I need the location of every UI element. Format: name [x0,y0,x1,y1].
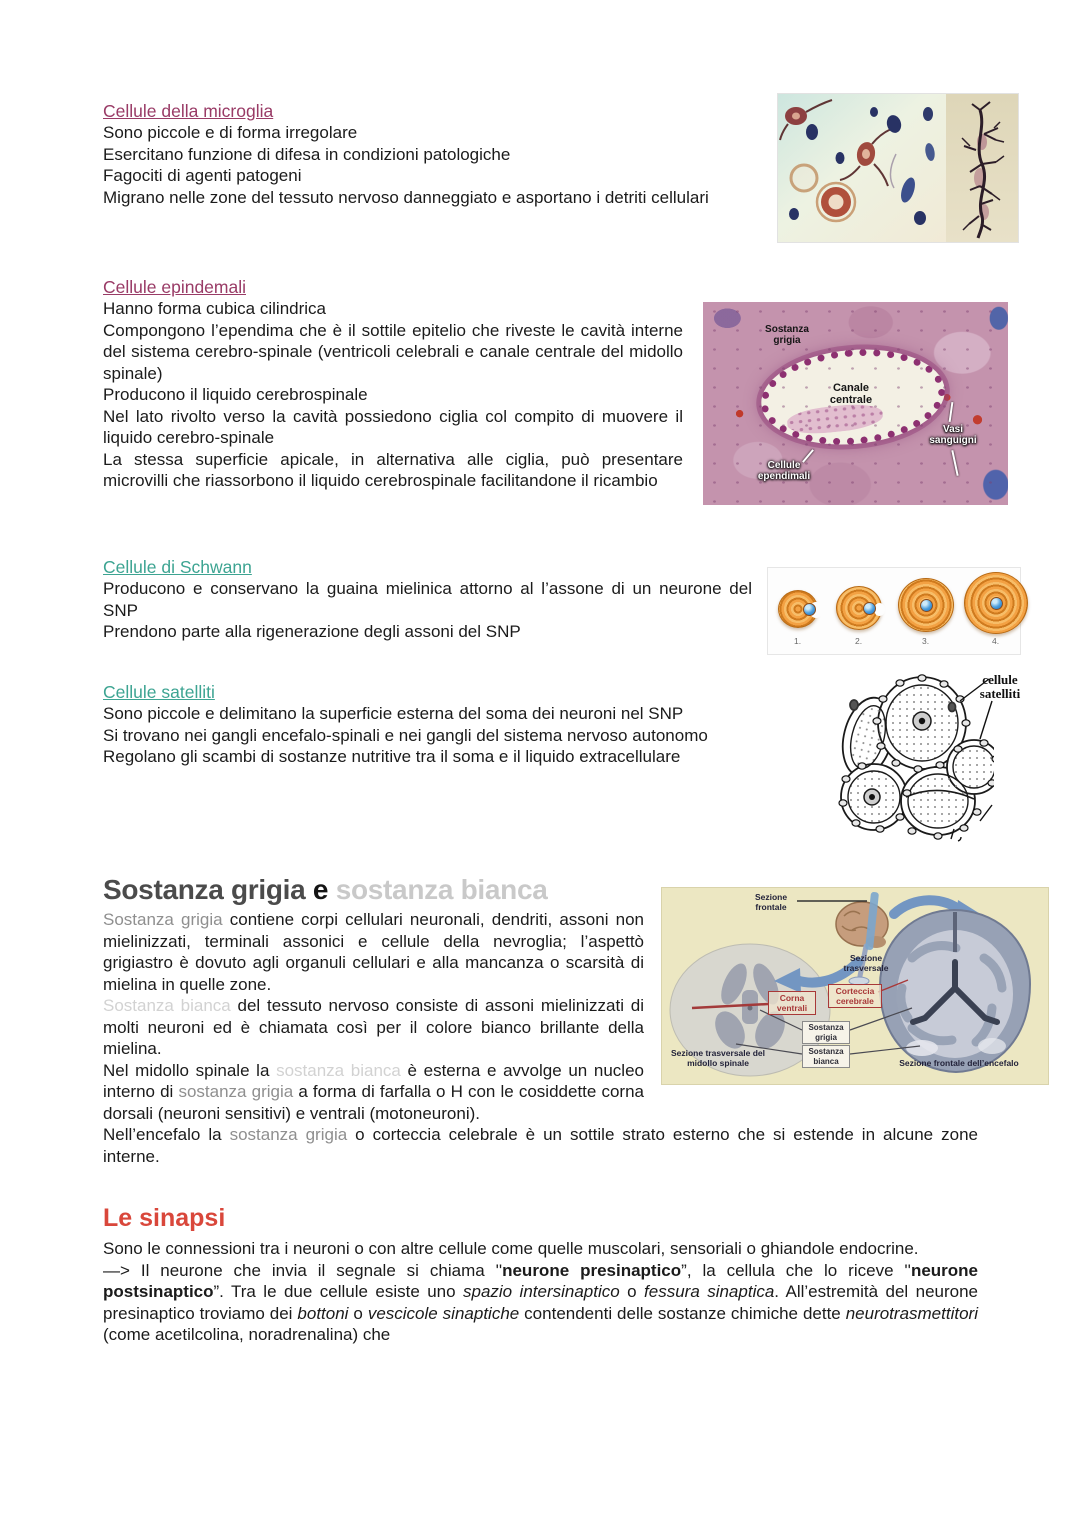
myelin-stage-2 [836,586,882,630]
microglia-line: Fagociti di agenti patogeni [103,166,302,185]
microglia-line: Sono piccole e di forma irregolare [103,123,358,142]
section-title-sostanza: Sostanza grigia e sostanza bianca [103,874,548,905]
section-title-sinapsi: Le sinapsi [103,1204,226,1232]
stage-label-2: 2. [855,636,863,646]
label-cellule-ependimali: Cellule ependimali [757,460,811,482]
sostanza-paragraph: Sostanza bianca del tessuto nervoso consiste di assoni mielinizzati di molti neuroni ed è chiamata così per il colore bianco brillante della mielina. [103,996,644,1058]
microglia-micrograph-left-panel [778,94,946,242]
axon-cross-section [803,603,816,616]
epindemali-line: Compongono l’ependima che è il sottile epitelio che riveste le cavità interne del sistema cerebro-spinale (ventricoli celebrali e canale centrale del midollo spinale) [103,320,683,383]
section-title-satelliti: Cellule satelliti [103,682,215,702]
epindemali-line: Nel lato rivolto verso la cavità possiedono ciglia col compito di muovere il liquido cerebro-spinale [103,406,683,447]
stage-label-1: 1. [794,636,802,646]
schwann-line: Prendono parte alla rigenerazione degli assoni del SNP [103,622,521,641]
label-encefalo-caption: Sezione frontale dell’encefalo [899,1058,1019,1068]
sostanza-paragraph: Nel midollo spinale la sostanza bianca è esterna e avvolge un nucleo interno di sostanza grigia a forma di farfalla o H con le cosiddette corna dorsali (neuroni sensitivi) e ventrali (motoneuroni). [103,1060,644,1123]
satelliti-line: Si trovano nei gangli encefalo-spinali e nei gangli del sistema nervoso autonomo [103,725,708,745]
epindemali-line: Producono il liquido cerebrospinale [103,385,368,404]
schwann-line: Producono e conservano la guaina mielinica attorno al l’assone di un neurone del SNP [103,579,752,620]
ependyma-histology-image [703,302,1008,505]
sostanza-paragraph: Sostanza grigia contiene corpi cellulari neuronali, dendriti, assoni non mielinizzati, terminali assonici e cellule della nevroglia; l’aspettò grigiastro è dovuto agli organuli cellulari e alla mancanza o scarsità di mielina in quelle zone. [103,910,644,994]
myelin-stage-4 [964,572,1028,634]
section-schwann [103,556,1000,662]
epindemali-line: Hanno forma cubica cilindrica [103,299,326,318]
satelliti-line: Sono piccole e delimitano la superficie esterna del soma dei neuroni nel SNP [103,704,684,723]
satelliti-line: Regolano gli scambi di sostanze nutritive tra il soma e il liquido extracellulare [103,747,681,766]
myelin-stage-3 [898,578,954,632]
section-epindemali [103,276,978,515]
stage-label-4: 4. [992,636,1000,646]
sinapsi-paragraph: —> Il neurone che invia il segnale si chiama ''neurone presinaptico”, la cellula che lo riceve ''neurone postsinaptico”. Tra le due cellule esiste uno spazio intersinaptico o fessura sinaptica. All’estremità del neurone presinaptico troviamo dei bottoni o vescicole sinaptiche contendenti delle sostanze chimiche dette neurotrasmettitori (come acetilcolina, noradrenalina) che [103,1260,979,1344]
section-sostanza [103,874,1019,1167]
label-sostanza-grigia-box: Sostanza grigia [802,1021,850,1044]
section-title-epindemali: Cellule epindemali [103,277,246,297]
axon-cross-section [863,602,876,615]
microglia-line: Migrano nelle zone del tessuto nervoso danneggiato e asportano i detriti cellulari [103,187,709,207]
microglia-micrograph-right-panel [946,94,1018,242]
vessel-arrow-up [949,402,954,422]
label-sostanza-bianca-box: Sostanza bianca [802,1045,850,1068]
label-corteccia-cerebrale: Corteccia cerebrale [828,984,882,1008]
myelin-stage-1 [778,590,818,628]
label-sezione-frontale: Sezione frontale [754,892,788,912]
epindemali-line: La stessa superficie apicale, in alternativa alle ciglia, può presentare microvilli che riassorbono il liquido cerebrospinale facilitandone il ricambio [103,449,683,490]
brain-sections-diagram [662,888,1048,1084]
label-midollo-caption: Sezione trasversale del midollo spinale [670,1048,766,1068]
sostanza-paragraph: Nell’encefalo la sostanza grigia o corteccia celebrale è un sottile strato esterno che si estende in alcune zone interne. [103,1125,978,1166]
stage-label-3: 3. [922,636,930,646]
sinapsi-paragraph: Sono le connessioni tra i neuroni o con altre cellule come quelle muscolari, sensoriali o ghiandole endocrine. [103,1239,919,1258]
section-title-schwann: Cellule di Schwann [103,557,252,577]
schwann-myelination-image [768,568,1020,654]
label-sostanza-grigia: Sostanza grigia [765,324,809,346]
section-microglia [103,100,978,250]
label-vasi-sanguigni: Vasi sanguigni [929,424,977,446]
section-title-microglia: Cellule della microglia [103,101,274,121]
label-sezione-trasversale: Sezione trasversale [843,953,889,973]
microglia-line: Esercitano funzione di difesa in condizioni patologiche [103,144,511,164]
section-satelliti [103,672,1021,851]
section-sinapsi [103,1204,978,1346]
label-corna-ventrali: Corna ventrali [768,991,816,1015]
label-canale-centrale: Canale centrale [829,382,873,406]
microglia-micrograph-image [778,94,1018,242]
label-cellule-satelliti: cellule satelliti [979,672,1021,701]
cell-tuft-shape [786,401,884,437]
satellite-cells-drawing [834,671,1030,843]
axon-cross-section [920,599,933,612]
axon-cross-section [990,597,1003,610]
vessel-arrow-down [951,450,958,476]
